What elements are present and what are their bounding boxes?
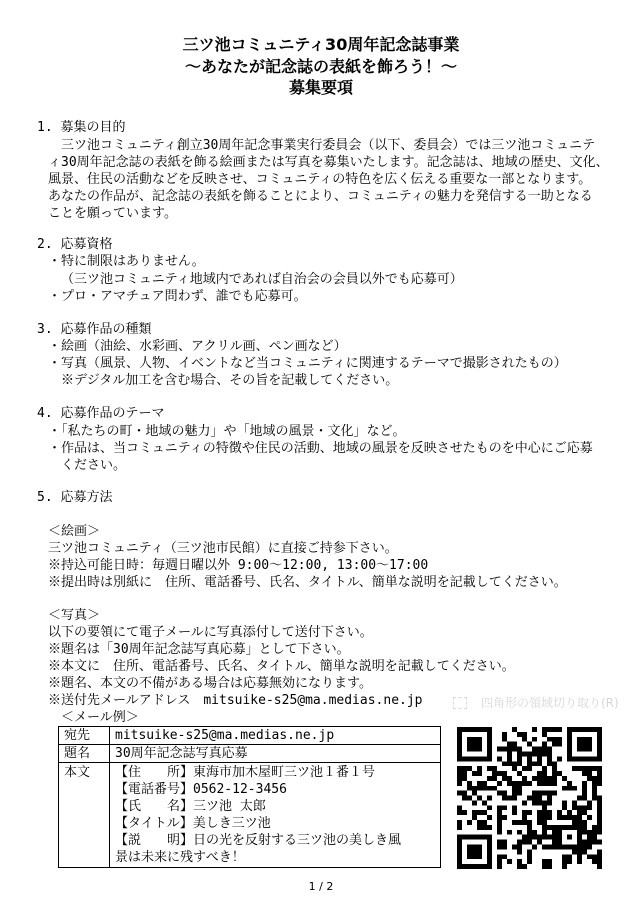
mail-subject-key: 題名 xyxy=(59,745,110,763)
mail-example-table xyxy=(58,726,441,868)
eligibility-item: ・特に制限はありません。 xyxy=(48,254,205,269)
page-indicator: 1 / 2 xyxy=(308,880,334,893)
document-heading: 募集要項 xyxy=(288,78,353,97)
painting-instruction: ※持込可能日時：毎週日曜以外 9:00～12:00, 13:00～17:00 xyxy=(48,558,429,573)
photo-instruction: ※題名は「30周年記念誌写真応募」として下さい。 xyxy=(48,642,350,657)
photo-email-address: ※送付先メールアドレス mitsuike-s25@ma.medias.ne.jp xyxy=(48,693,423,708)
qr-code xyxy=(457,727,602,869)
work-type-note: ※デジタル加工を含む場合、その旨を記載してください。 xyxy=(61,373,399,388)
table-row xyxy=(59,727,441,745)
purpose-text-line: ィ30周年記念誌の表紙を飾る絵画または写真を募集いたします。記念誌は、地域の歴史、文化、 xyxy=(48,155,609,170)
section-heading-eligibility: 2. 応募資格 xyxy=(37,237,113,252)
purpose-text-line: ことを願っています。 xyxy=(48,206,177,221)
document-title: 三ツ池コミュニティ30周年記念誌事業 xyxy=(182,35,460,54)
rectangle-snip-icon xyxy=(453,697,467,709)
photo-label: ＜写真＞ xyxy=(48,608,101,623)
mail-subject-value: 30周年記念誌写真応募 xyxy=(110,745,441,763)
photo-instruction: ※題名、本文の不備がある場合は応募無効になります。 xyxy=(48,676,372,691)
table-row xyxy=(59,745,441,763)
mail-body-line: 景は未来に残すべき！ xyxy=(115,850,245,865)
section-heading-method: 5. 応募方法 xyxy=(37,490,113,505)
snip-menu-item[interactable] xyxy=(447,694,637,712)
theme-item: ・「私たちの町・地域の魅力」や「地域の風景・文化」など。 xyxy=(48,424,406,439)
section-heading-purpose: 1. 募集の目的 xyxy=(37,120,126,135)
photo-instruction: 以下の要領にて電子メールに写真添付して送付下さい。 xyxy=(48,625,373,640)
mail-body-line: 【説 明】日の光を反射する三ツ池の美しき風 xyxy=(115,833,402,848)
purpose-text-line: 三ツ池コミュニティ創立30周年記念事業実行委員会（以下、委員会）では三ツ池コミュニテ xyxy=(61,138,596,153)
eligibility-item: ・プロ・アマチュア問わず、誰でも応募可。 xyxy=(48,289,307,304)
theme-item-continuation: ください。 xyxy=(61,458,127,473)
table-row xyxy=(59,763,441,868)
eligibility-note: （三ツ池コミュニティ地域内であれば自治会の会員以外でも応募可） xyxy=(61,272,463,287)
photo-instruction: ※本文に 住所、電話番号、氏名、タイトル、簡単な説明を記載してください。 xyxy=(48,659,515,674)
work-type-item: ・写真（風景、人物、イベントなど当コミュニティに関連するテーマで撮影されたもの） xyxy=(48,356,567,371)
mail-to-value: mitsuike-s25@ma.medias.ne.jp xyxy=(110,727,441,745)
purpose-text-line: 風景、住民の活動などを反映させ、コミュニティの特色を広く伝える重要な一部となります。 xyxy=(48,172,592,187)
painting-label: ＜絵画＞ xyxy=(48,524,101,539)
section-heading-work-types: 3. 応募作品の種類 xyxy=(37,322,152,337)
purpose-text-line: あなたの作品が、記念誌の表紙を飾ることにより、コミュニティの魅力を発信する一助となる xyxy=(48,189,593,204)
painting-instruction: ※提出時は別紙に 住所、電話番号、氏名、タイトル、簡単な説明を記載してください。 xyxy=(48,575,567,590)
document-subtitle: ～あなたが記念誌の表紙を飾ろう！～ xyxy=(184,57,457,76)
mail-body-line: 【氏 名】三ツ池 太郎 xyxy=(115,799,266,814)
mail-body-line: 【電話番号】0562-12-3456 xyxy=(115,782,287,797)
theme-item: ・作品は、当コミュニティの特徴や住民の活動、地域の風景を反映させたものを中心にご応募 xyxy=(48,441,593,456)
mail-body-line: 【タイトル】美しき三ツ池 xyxy=(115,816,271,831)
section-heading-theme: 4. 応募作品のテーマ xyxy=(37,406,165,421)
mail-example-label: ＜メール例＞ xyxy=(61,710,139,725)
mail-to-key: 宛先 xyxy=(59,727,110,745)
mail-body-key: 本文 xyxy=(59,763,110,868)
mail-body-line: 【住 所】東海市加木屋町三ツ池１番１号 xyxy=(115,765,376,780)
mail-body-value xyxy=(110,763,441,868)
snip-menu-label: 四角形の領域切り取り(R) xyxy=(481,696,619,710)
painting-instruction: 三ツ池コミュニティ（三ツ池市民館）に直接ご持参下さい。 xyxy=(48,541,398,556)
work-type-item: ・絵画（油絵、水彩画、アクリル画、ペン画など） xyxy=(48,339,347,354)
